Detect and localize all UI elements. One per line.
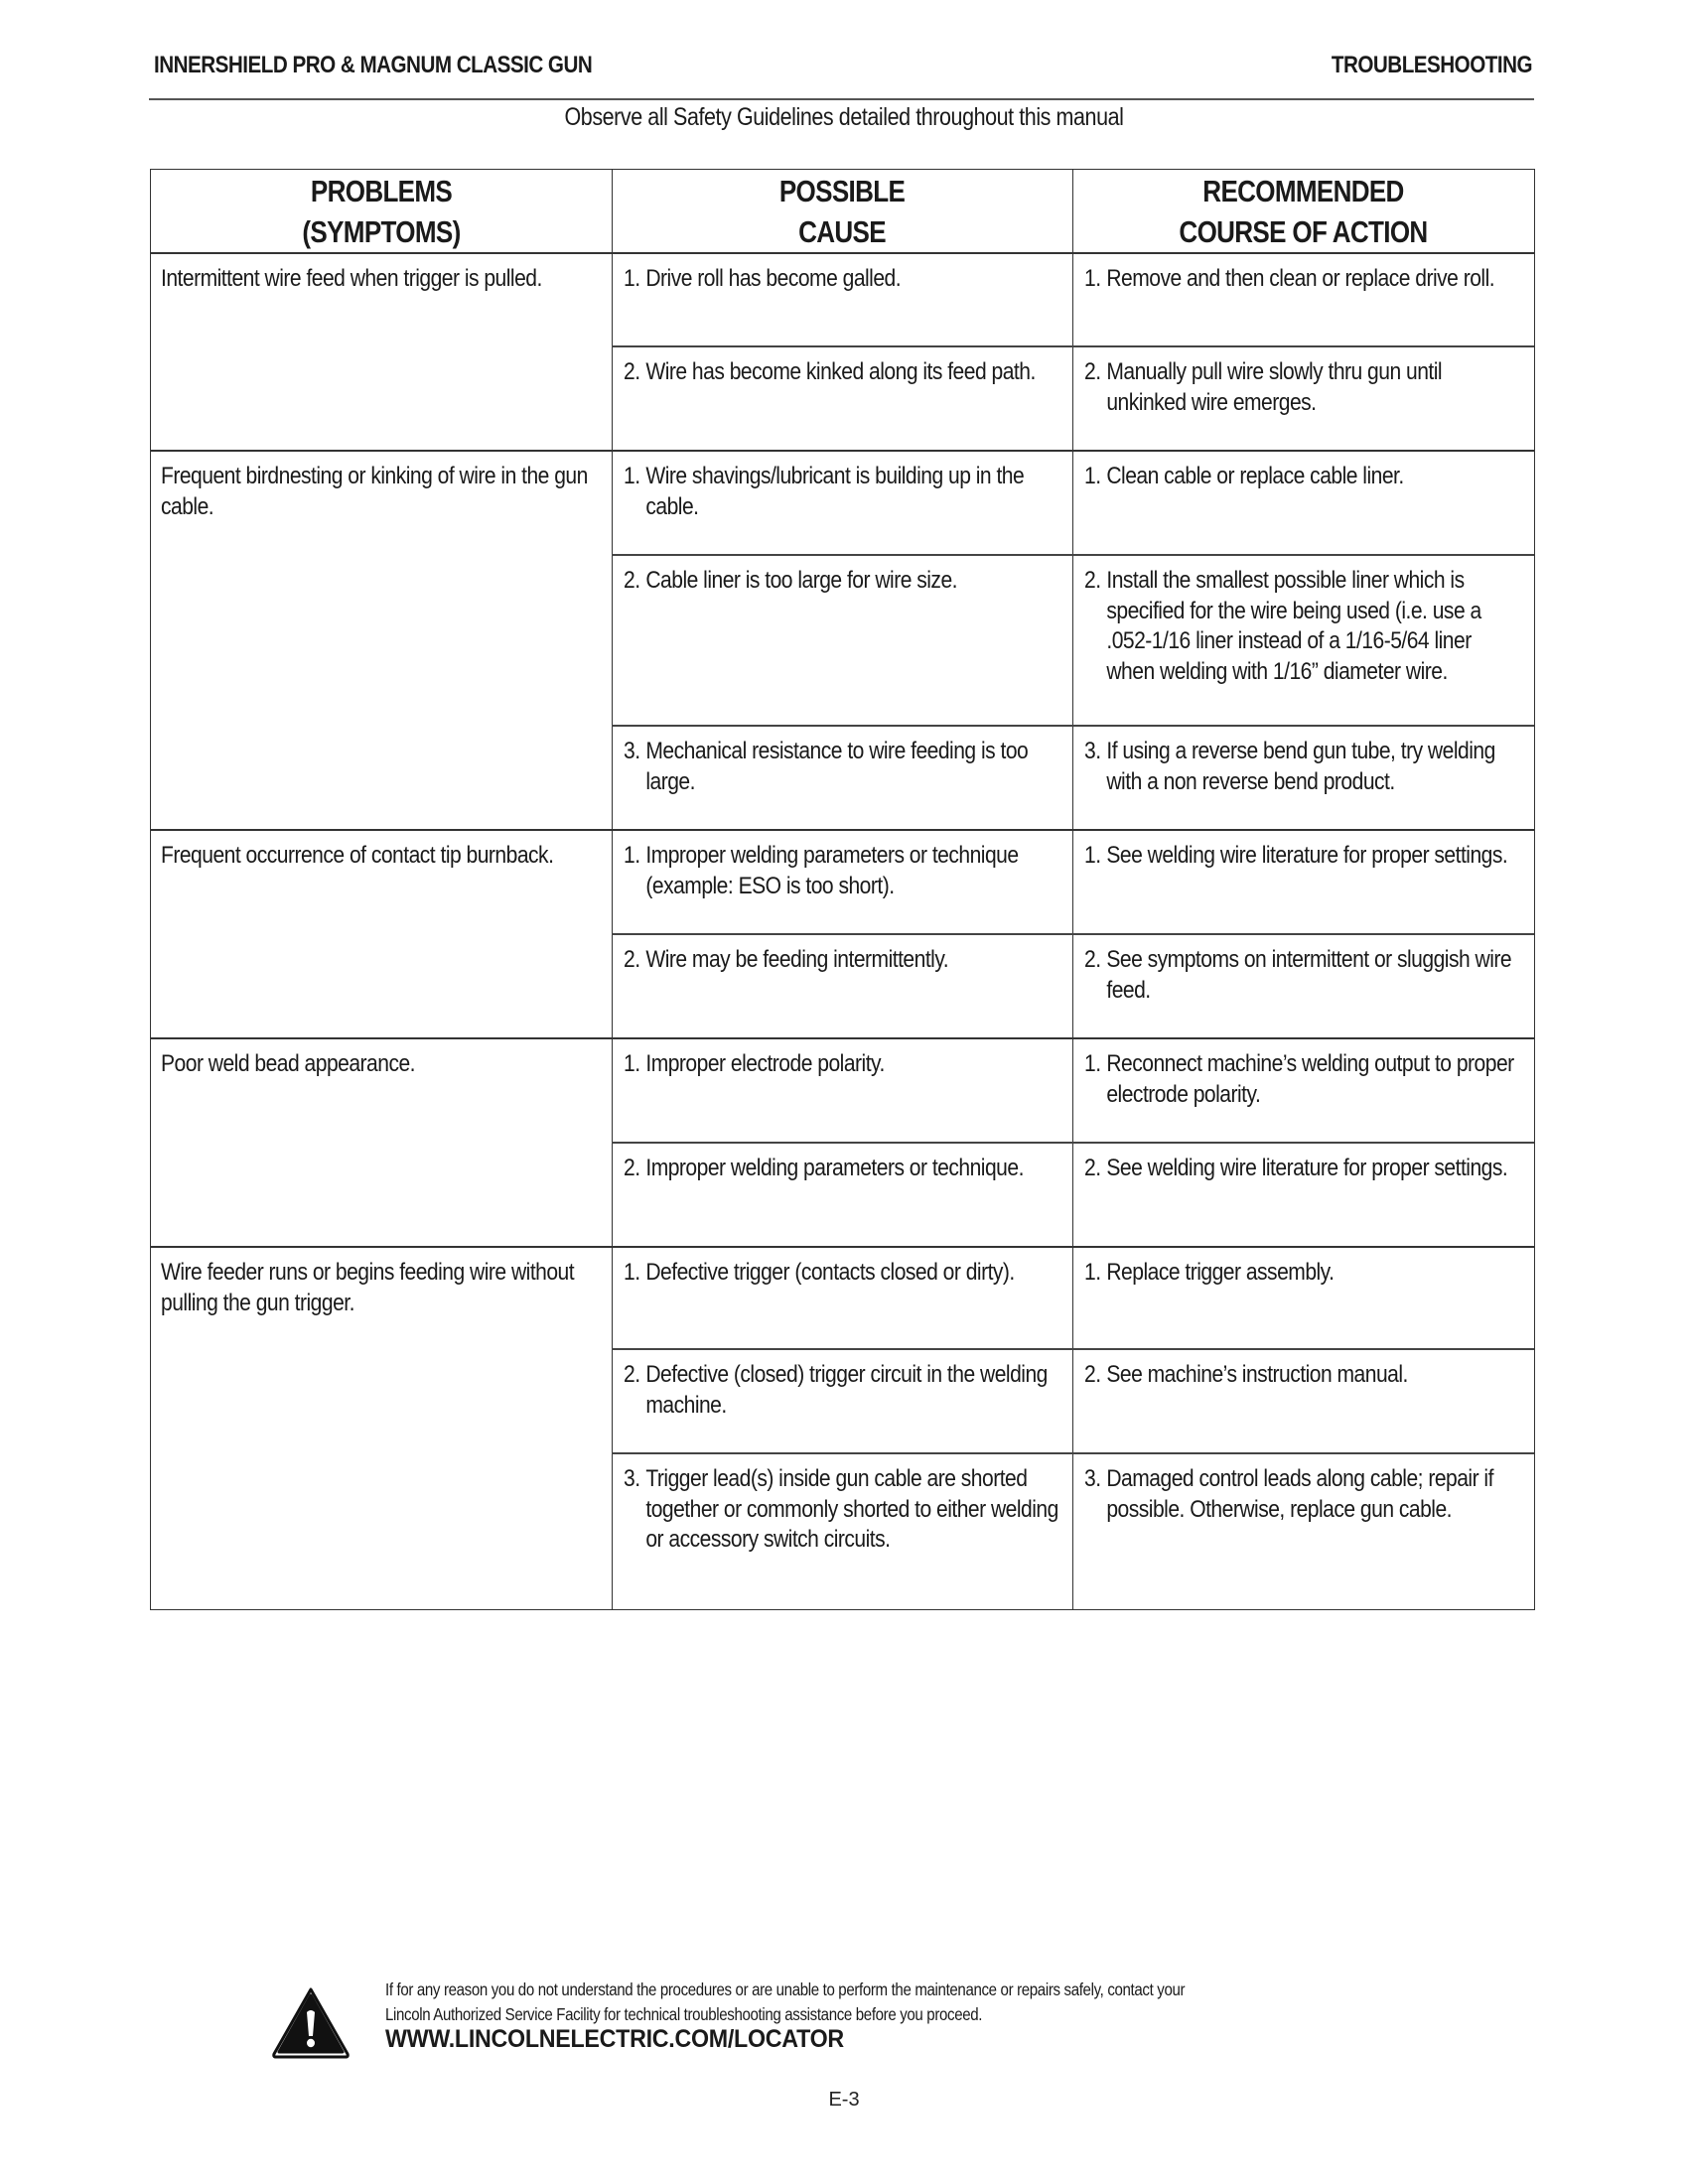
cause-text: Trigger lead(s) inside gun cable are shorted together or commonly shorted to either welding or accessory switch circuits. xyxy=(645,1465,1058,1553)
action-text: Replace trigger assembly. xyxy=(1106,1259,1335,1286)
action-cell xyxy=(1084,357,1522,418)
problem-cell xyxy=(161,1049,598,1080)
item-number: 2. xyxy=(624,358,640,385)
action-cell xyxy=(1084,566,1522,687)
action-cell xyxy=(1084,462,1522,492)
action-item xyxy=(1084,737,1521,797)
cause-cell xyxy=(624,264,1060,295)
column-header-line: RECOMMENDED xyxy=(1202,173,1404,208)
cause-item xyxy=(624,357,1059,388)
cause-item xyxy=(624,462,1059,522)
action-text: See symptoms on intermittent or sluggish wire feed. xyxy=(1106,946,1512,1004)
item-number: 1. xyxy=(1084,842,1101,869)
problem-cell xyxy=(161,264,598,295)
cause-item xyxy=(624,737,1059,797)
problem-text: Frequent occurrence of contact tip burnback. xyxy=(161,842,554,869)
cause-text: Improper welding parameters or technique. xyxy=(645,1155,1024,1181)
action-cell xyxy=(1084,737,1522,797)
cause-item xyxy=(624,1464,1059,1556)
item-number: 1. xyxy=(1084,463,1101,489)
column-header-line: (SYMPTOMS) xyxy=(302,213,461,249)
cause-item xyxy=(624,945,1059,976)
row-divider xyxy=(612,1348,1534,1350)
row-divider xyxy=(612,1452,1534,1454)
cause-item xyxy=(624,1154,1059,1184)
cause-cell xyxy=(624,737,1060,797)
action-item xyxy=(1084,1464,1521,1525)
action-cell xyxy=(1084,945,1522,1006)
cause-cell xyxy=(624,566,1060,597)
item-number: 2. xyxy=(624,1361,640,1388)
action-item xyxy=(1084,1154,1521,1184)
page-number: E-3 xyxy=(828,2089,860,2111)
item-number: 1. xyxy=(624,1050,640,1077)
item-number: 1. xyxy=(624,842,640,869)
action-cell xyxy=(1084,1049,1522,1110)
action-text: See welding wire literature for proper settings. xyxy=(1106,842,1508,869)
cause-text: Cable liner is too large for wire size. xyxy=(645,567,957,594)
header-rule xyxy=(149,98,1534,100)
problem-cell xyxy=(161,462,598,522)
column-divider xyxy=(1072,170,1073,1609)
group-divider xyxy=(151,252,1534,254)
action-item xyxy=(1084,264,1521,295)
section-title: TROUBLESHOOTING xyxy=(1331,52,1532,78)
cause-item xyxy=(624,1049,1059,1080)
item-number: 2. xyxy=(624,1155,640,1181)
group-divider xyxy=(151,450,1534,452)
action-text: Install the smallest possible liner which is specified for the wire being used (i.e. use a .052-1/16 liner instead of a 1/16-5/64 liner when welding with 1/16” diameter wire. xyxy=(1106,567,1481,685)
item-number: 1. xyxy=(1084,1050,1101,1077)
column-header-line: COURSE OF ACTION xyxy=(1179,213,1428,249)
safety-note: Observe all Safety Guidelines detailed throughout this manual xyxy=(564,103,1124,131)
group-divider xyxy=(151,1037,1534,1039)
problem-cell xyxy=(161,841,598,872)
item-number: 2. xyxy=(1084,1361,1101,1388)
action-item xyxy=(1084,1360,1521,1391)
cause-cell xyxy=(624,945,1060,976)
item-number: 1. xyxy=(624,265,640,292)
item-number: 2. xyxy=(624,567,640,594)
group-divider xyxy=(151,829,1534,831)
problem-text: Frequent birdnesting or kinking of wire in the gun cable. xyxy=(161,463,588,520)
action-item xyxy=(1084,566,1521,687)
service-notice xyxy=(385,1978,1185,2027)
warning-icon xyxy=(271,1986,351,2059)
column-header-cause xyxy=(612,170,1072,252)
action-item xyxy=(1084,462,1521,492)
action-item xyxy=(1084,1258,1521,1289)
action-cell xyxy=(1084,841,1522,872)
action-item xyxy=(1084,841,1521,872)
action-item xyxy=(1084,357,1521,418)
column-header-action xyxy=(1072,170,1534,252)
item-number: 1. xyxy=(1084,265,1101,292)
action-item xyxy=(1084,945,1521,1006)
problem-text: Poor weld bead appearance. xyxy=(161,1050,416,1077)
column-header-line: PROBLEMS xyxy=(310,173,453,208)
item-number: 2. xyxy=(1084,358,1101,385)
item-number: 2. xyxy=(1084,1155,1101,1181)
item-number: 2. xyxy=(624,946,640,973)
item-number: 2. xyxy=(1084,946,1101,973)
service-notice-line: If for any reason you do not understand the procedures or are unable to perform the maintenance or repairs safely, contact your xyxy=(385,1979,1186,1999)
cause-cell xyxy=(624,1360,1060,1421)
action-text: Remove and then clean or replace drive roll. xyxy=(1106,265,1495,292)
item-number: 3. xyxy=(624,738,640,764)
document-title: INNERSHIELD PRO & MAGNUM CLASSIC GUN xyxy=(154,52,593,78)
problem-cell xyxy=(161,1258,598,1318)
item-number: 3. xyxy=(624,1465,640,1492)
cause-text: Wire shavings/lubricant is building up in the cable. xyxy=(645,463,1025,520)
action-text: Reconnect machine’s welding output to proper electrode polarity. xyxy=(1106,1050,1514,1108)
action-text: Manually pull wire slowly thru gun until unkinked wire emerges. xyxy=(1106,358,1443,416)
item-number: 1. xyxy=(1084,1259,1101,1286)
cause-cell xyxy=(624,841,1060,901)
problem-text: Intermittent wire feed when trigger is pulled. xyxy=(161,265,542,292)
column-header-problems xyxy=(151,170,612,252)
action-cell xyxy=(1084,1154,1522,1184)
row-divider xyxy=(612,554,1534,556)
column-divider xyxy=(612,170,613,1609)
cause-text: Drive roll has become galled. xyxy=(645,265,902,292)
column-header-line: POSSIBLE xyxy=(778,173,906,208)
column-header-line: CAUSE xyxy=(798,213,886,249)
action-cell xyxy=(1084,1464,1522,1525)
row-divider xyxy=(612,345,1534,347)
action-cell xyxy=(1084,1258,1522,1289)
locator-link[interactable]: WWW.LINCOLNELECTRIC.COM/LOCATOR xyxy=(385,2025,844,2053)
cause-cell xyxy=(624,357,1060,388)
cause-cell xyxy=(624,462,1060,522)
cause-item xyxy=(624,264,1059,295)
cause-text: Improper welding parameters or technique (example: ESO is too short). xyxy=(645,842,1019,899)
row-divider xyxy=(612,725,1534,727)
item-number: 1. xyxy=(624,463,640,489)
action-text: Clean cable or replace cable liner. xyxy=(1106,463,1404,489)
troubleshooting-table xyxy=(150,169,1535,1610)
cause-text: Defective trigger (contacts closed or dirty). xyxy=(645,1259,1015,1286)
cause-text: Defective (closed) trigger circuit in the welding machine. xyxy=(645,1361,1048,1419)
cause-text: Wire has become kinked along its feed path. xyxy=(645,358,1036,385)
item-number: 3. xyxy=(1084,1465,1101,1492)
action-text: If using a reverse bend gun tube, try welding with a non reverse bend product. xyxy=(1106,738,1495,795)
problem-text: Wire feeder runs or begins feeding wire without pulling the gun trigger. xyxy=(161,1259,575,1316)
cause-text: Mechanical resistance to wire feeding is too large. xyxy=(645,738,1029,795)
action-item xyxy=(1084,1049,1521,1110)
item-number: 1. xyxy=(624,1259,640,1286)
row-divider xyxy=(612,1142,1534,1144)
cause-item xyxy=(624,1258,1059,1289)
item-number: 2. xyxy=(1084,567,1101,594)
action-cell xyxy=(1084,1360,1522,1391)
cause-item xyxy=(624,1360,1059,1421)
cause-cell xyxy=(624,1049,1060,1080)
cause-cell xyxy=(624,1154,1060,1184)
cause-item xyxy=(624,841,1059,901)
cause-text: Wire may be feeding intermittently. xyxy=(645,946,949,973)
row-divider xyxy=(612,933,1534,935)
action-text: See welding wire literature for proper settings. xyxy=(1106,1155,1508,1181)
action-cell xyxy=(1084,264,1522,295)
action-text: Damaged control leads along cable; repair if possible. Otherwise, replace gun cable. xyxy=(1106,1465,1493,1523)
group-divider xyxy=(151,1246,1534,1248)
service-notice-line: Lincoln Authorized Service Facility for technical troubleshooting assistance before you proceed. xyxy=(385,2004,983,2024)
action-text: See machine’s instruction manual. xyxy=(1106,1361,1408,1388)
item-number: 3. xyxy=(1084,738,1101,764)
cause-item xyxy=(624,566,1059,597)
cause-cell xyxy=(624,1464,1060,1556)
cause-cell xyxy=(624,1258,1060,1289)
cause-text: Improper electrode polarity. xyxy=(645,1050,885,1077)
